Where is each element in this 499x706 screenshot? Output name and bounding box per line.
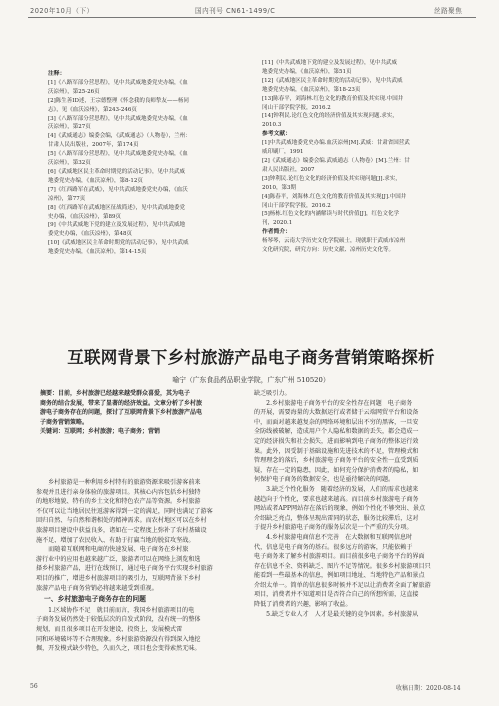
body-line: 的地形地貌、特有的乡土文化和特色农产品等资源。乡村旅游 [36, 498, 201, 506]
references-heading: 参考文献： [262, 131, 291, 138]
body-line: 5.缺乏专业人才 人才是最关键的竞争因素。乡村旅游从 [254, 610, 419, 618]
note-line: 沃凉州》，第25-26页 [48, 88, 100, 95]
body-line: 疑，存在一定的隐患，因此，如何充分保护消费者的隐私，如 [254, 466, 419, 474]
note-line: 志》，见《血沃凉州》，第243-246页 [48, 106, 137, 113]
note-line: [9]《中共武威地下党的建立及发展过程》，见中共武威地 [48, 222, 186, 229]
header-rule [28, 17, 476, 18]
abstract-line: 游电子商务存在的问题，探讨了互联网背景下乡村旅游产品电 [40, 409, 203, 417]
body-line: 回归自然、与自然和谐相处的精神需求。而农村地区可以在乡村 [36, 517, 207, 525]
note-line: 地委党史办编，《血沃凉州》，第51页 [262, 68, 352, 75]
body-line: 择乡村旅游产品，进行在线预订，通过电子商务平台实现乡村旅游 [36, 565, 213, 573]
section-heading: 一、乡村旅游电子商务存在的问题 [44, 595, 146, 604]
body-line: 4.乡村旅游电商信息不完善 在大数据和互联网信息时 [254, 533, 413, 541]
running-header [0, 0, 499, 38]
body-line: 2.乡村旅游电子商务平台的安全性存在问题 电子商务 [254, 399, 413, 407]
note-line: 凉州》，第77页 [48, 195, 86, 202]
body-line: 能看到一些最基本的信息，例如项目地址、当地特色产品和景点 [254, 572, 425, 580]
body-line: 介绍缺乏亮点，整体呈现出雷同的状态，服务比较滞后，这对 [254, 514, 419, 522]
author-bio-line: 文化研究院，研究方向：历史文献、凉州历史文化等。 [262, 247, 395, 254]
reference-line: 2010，第3期 [262, 184, 296, 191]
right-body [254, 389, 476, 619]
note-line: 委党史办编，《血沃凉州》，第48页 [48, 231, 132, 238]
note-line: [7]《红西路军在武威》，见中共武威地委党史办编，《血沃 [48, 186, 188, 193]
notes-heading: 注释： [48, 71, 66, 77]
body-line: 3.缺乏个性化服务 随着经济的发展，人们的需求也越来 [254, 485, 419, 493]
body-line: 项目的推广，增进乡村旅游项目的吸引力，互联网背景下乡村 [36, 574, 201, 582]
note-line: 2010.3 [262, 122, 282, 129]
body-line: 同和环境破坏等不合理现象。乡村旅游资源没有得到深入地挖 [36, 635, 201, 643]
note-line: [13]陈春平，刘海林.红色文化的教育价值及其实现.中国井 [262, 95, 404, 102]
note-line: 冈山干部学院学报，2016.2 [262, 104, 331, 111]
body-line: 管理理念的落后，乡村旅游电子商务平台的安全性一直受到质 [254, 457, 419, 465]
author-bio-line: 杨琴琴，云南大学历史文化学院硕士，现就职于武威市凉州 [262, 238, 406, 245]
body-line: 乡村旅游是一种利用乡村特有的旅游资源来吸引游客前来 [36, 479, 201, 486]
note-line: [5]《八路军部分营思程》，见中共武威地委党史办编，《血 [48, 151, 188, 158]
reference-line: [1]中共武威地委党史办编.血沃凉州[M].武威：甘肃省国营武 [262, 140, 410, 147]
note-line: [12]《武威地区民主革命时期党的活动记事》，见中共武威 [262, 77, 403, 84]
body-line: 旅游项目建设中获益良多，诸如在一定程度上弥补了农村基础设 [36, 526, 207, 534]
reference-line: 肃人民出版社，2007 [262, 166, 315, 173]
keywords: 关键词：互联网；乡村旅游；电子商务；营销 [40, 428, 161, 436]
body-line: 游行业中的应用也越来越广泛，旅游者可以在网络上浏览和选 [36, 555, 201, 563]
body-line: 全防线被破解，造成用户个人隐私和数据的丢失，都会造成一 [254, 428, 419, 436]
notes-section [48, 70, 266, 257]
body-line: 参观并且进行亲身体验的旅游项目。其核心内容包括乡村独特 [36, 488, 201, 496]
body-line: 何保护电子商务的数据安全，也是亟待解决的问题。 [254, 476, 395, 484]
abstract-line: 子商务营销策略。 [40, 418, 89, 426]
body-line: 降低了消费者的兴趣，影响了收益。 [254, 601, 352, 609]
body-line: 掘，开发模式缺少特色，久而久之，项目也会变得索然无味。 [36, 645, 201, 653]
body-line: 旅游产品电子商务营销必将越来越受到重视。 [36, 584, 158, 592]
note-line: 地委党史办编，《血沃凉州》，第18-23页 [262, 86, 361, 93]
received-date: 收稿日期：2020-08-14 [396, 685, 461, 692]
reference-line: [2]《武威通志》编委会编.武威通志（人物卷）[M].兰州：甘 [262, 157, 410, 164]
reference-line: [5]杨栋.红色文化的内涵解读与时代价值[J]，红色文化学 [262, 211, 400, 218]
body-line: 缺乏吸引力。 [254, 390, 291, 397]
note-line: 甘肃人民出版社，2007年，第174页 [48, 142, 139, 149]
article-title: 互联网背景下乡村旅游产品电子商务营销策略探析 [67, 348, 435, 367]
note-line: [3]《八路军部分营思程》，见中共武威地委党史办编，《血 [48, 115, 188, 122]
abstract-line: 摘要：目前，乡村旅游已经越来越受群众喜爱，其为电子 [40, 390, 191, 397]
body-line: 项目，消费者并不知道项目是否符合自己的所想所需，这直接 [254, 591, 419, 599]
header-journal: 国内刊号 CN61-1499/C [195, 7, 276, 15]
body-line: 于提升乡村旅游电子商务的服务层次是一个严重的失分项。 [254, 524, 413, 532]
body-line: 代，信息是电子商务的基石。很多远方的游客，只能依赖于 [254, 543, 413, 551]
body-line: 而随着互联网和电商的快速发展、电子商务在乡村旅 [36, 546, 189, 554]
note-line: 地委党史办编，《血沃凉州》，第14-15页 [48, 249, 147, 256]
body-line: 1.区域协作不足 就目前而言，我国乡村旅游项目的电 [36, 606, 195, 614]
note-line: [11]《中共武威地下党的建立及发展过程》，见中共武威 [262, 60, 398, 66]
article-author: 喻宁（广东食品药品职业学院，广东广州 510520） [172, 376, 330, 384]
references-section [262, 59, 480, 255]
body-line: 施不足、增加了农民收入、有助于打赢当地的脱贫攻坚战。 [36, 536, 195, 544]
body-line: 的开展，需要海量的大数据运行或者储于云端网贸平台和设备 [254, 409, 419, 417]
body-line: 介绍太单一。简单的信息很多时候并不足以让消费者全面了解旅游 [254, 581, 431, 589]
note-line: [1]《八路军部分营思程》，见中共武威地委党史办编，《血 [48, 79, 188, 86]
author-bio-heading: 作者简介： [262, 229, 291, 236]
body-line: 不仅可以让当地居民往返游客得到一定的满足，同时也满足了游客 [36, 507, 213, 515]
body-line: 网站或者APP网站存在落后的现象，例如个性化不够突出、景点 [254, 505, 426, 513]
note-line: 沃凉州》，第32页 [48, 160, 91, 167]
reference-line: 威印刷厂，1991 [262, 149, 304, 156]
note-line: 沃凉州》，第27页 [48, 124, 91, 131]
left-body [36, 478, 250, 654]
body-line: 定的经济损失和社会损失，进而影响到电子商务的整体运行效 [254, 437, 419, 445]
abstract-line: 商务的结合发展，带来了显著的经济效益。文章分析了乡村旅 [40, 399, 203, 407]
body-line: 中，而面对越来越复杂的网络环境和层出不穷的黑客，一旦安 [254, 418, 419, 426]
reference-line: [3]钟利民.论红色文化的经济价值及其实现问题[J].求实， [262, 175, 401, 182]
note-line: 地委党史办编，《血沃凉州》，第8-12页 [48, 177, 143, 184]
reference-line: 刊，2020.1 [262, 220, 293, 227]
header-section: 丝路聚焦 [434, 7, 463, 15]
note-line: 史办编，《血沃凉州》，第89页 [48, 213, 121, 220]
body-line: 电子商务来了解乡村旅游项目。而目前很多电子商务平台的界面 [254, 553, 425, 561]
note-line: [6]《武威地区民主革命时期党的活动记事》，见中共武威 [48, 168, 186, 175]
abstract [40, 389, 250, 437]
body-line: 越趋向于个性化，要求也越来越高。而目前乡村旅游电子商务 [254, 495, 419, 503]
note-line: [14]钟利民.论红色文化的经济价值及其实现问题.求实， [262, 113, 398, 120]
note-line: [10]《武威地区民主革命时期党的活动记事》，见中共武威 [48, 240, 189, 247]
reference-line: 冈山干部学院学报，2016.2 [262, 202, 331, 209]
note-line: [4]《武威通志》编委会编，《武威通志》（人物卷），兰州： [48, 133, 191, 140]
note-line: [2]陈生善ID述，王宗德整理《怀念我的良师挚友——杨同 [48, 97, 189, 104]
header-date: 2020年10月（下） [30, 7, 94, 15]
body-line: 规划，而且很多项目在开发建设、投资上，发展模式雷 [36, 625, 183, 633]
body-line: 存在信息不全、资料缺乏、图片不足等情况。很多乡村旅游项目只 [254, 562, 431, 570]
reference-line: [4]陈春平，刘海林.红色文化的教育价值及其实现[J].中国井 [262, 193, 407, 200]
page-number: 56 [30, 683, 38, 690]
note-line: [8]《红西路军在武威地区征战简述》，见中共武威地委党 [48, 204, 186, 211]
body-line: 果。此外，因受制于基础设施和先进技术的不足，管理模式和 [254, 447, 419, 455]
body-line: 子商务发展仍然处于较低层次的自发式阶段，没有统一的整体 [36, 616, 201, 624]
